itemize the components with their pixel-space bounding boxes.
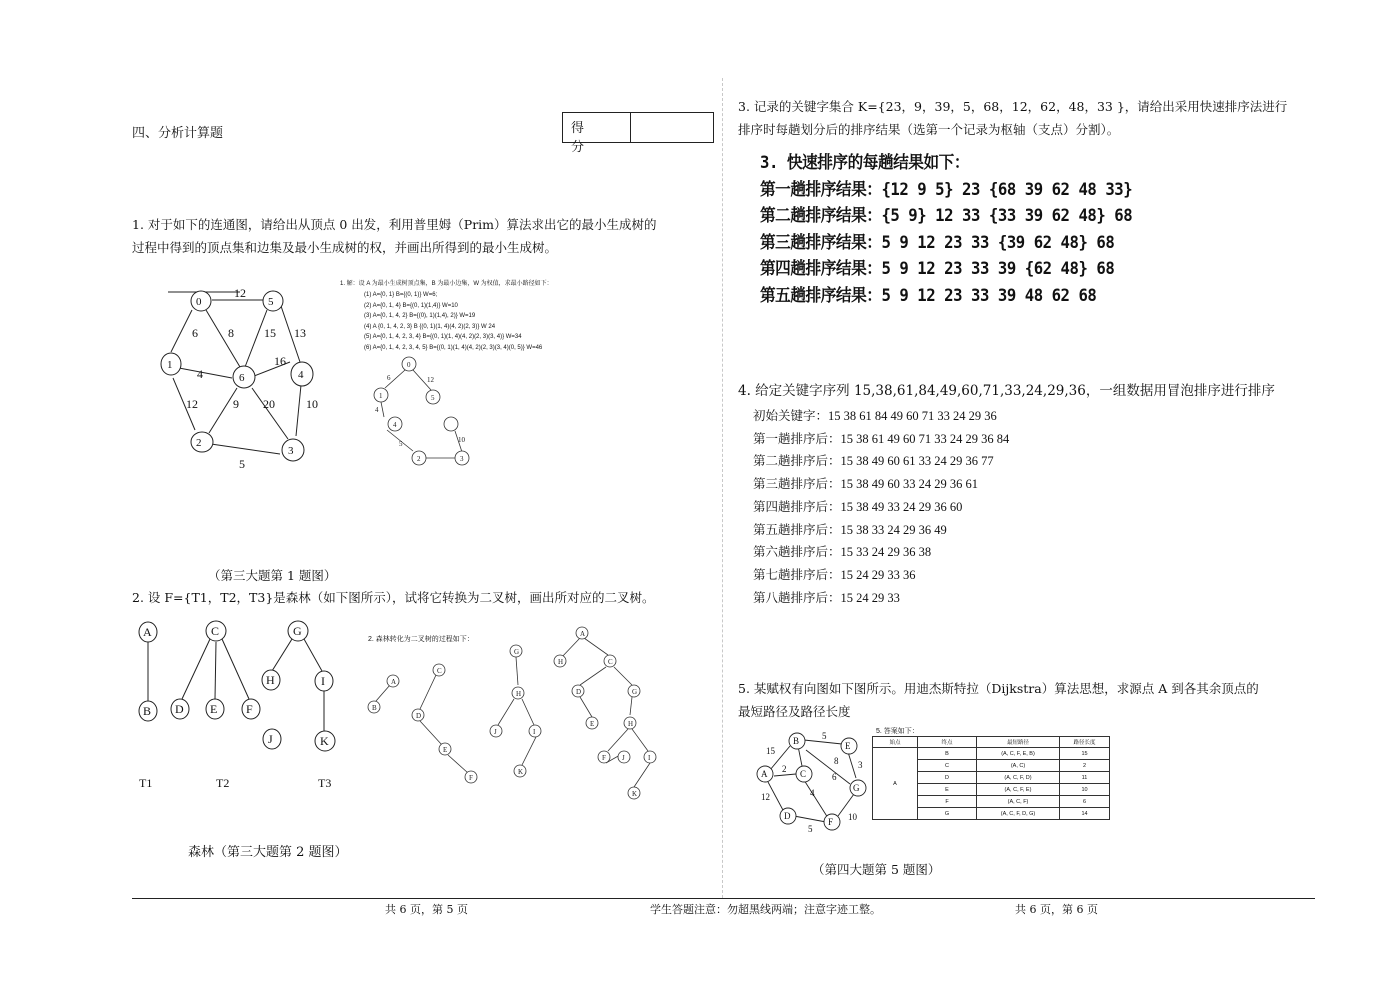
- q2-answer-node: H: [516, 690, 522, 698]
- q5-edge: 5: [822, 731, 827, 741]
- q1-edge: 12: [186, 397, 198, 411]
- q2-answer-node: J: [622, 754, 625, 762]
- q1-node: 2: [196, 437, 202, 449]
- q5-node: C: [800, 769, 807, 779]
- q1-edge: 9: [233, 397, 239, 411]
- q5-edge: 12: [761, 792, 770, 802]
- q2-answer-node: D: [416, 712, 422, 720]
- q2-forest-node: C: [211, 624, 220, 638]
- q1-node: 5: [268, 296, 274, 308]
- q3-answer-line: 第二趟排序结果：{5 9} 12 33 {33 39 62 48} 68: [760, 206, 1133, 226]
- q1-graph: [140, 270, 340, 475]
- q5-node: F: [828, 817, 834, 827]
- q5-node: E: [845, 741, 851, 751]
- q1-edge: 13: [294, 326, 306, 340]
- q2-forest-node: A: [143, 625, 152, 639]
- q2-answer-node: H: [558, 658, 564, 666]
- q4-line: 第二趟排序后：15 38 49 60 61 33 24 29 36 77: [753, 454, 994, 469]
- q2-answer-node: A: [580, 630, 586, 638]
- table-cell: F: [918, 796, 977, 808]
- q2-answer-node: I: [648, 754, 651, 762]
- q2-answer-node: G: [632, 688, 638, 696]
- q3-answer: [760, 150, 1165, 309]
- q2-answer-node: A: [391, 678, 397, 686]
- q1-tree-edge: 6: [387, 374, 391, 382]
- section-title: 四、分析计算题: [132, 126, 224, 141]
- table-cell: (A, C, F): [977, 796, 1060, 808]
- q2-answer-node: D: [576, 688, 582, 696]
- q1-tree-node: 4: [393, 421, 397, 429]
- q3-text: [738, 95, 1287, 141]
- q1-edge: 12: [234, 286, 246, 300]
- q2-tree-label: T1: [139, 776, 153, 790]
- table-cell: 6: [1060, 796, 1110, 808]
- score-field[interactable]: [631, 113, 713, 142]
- q1-edge: 5: [239, 457, 245, 471]
- table-cell: D: [918, 772, 977, 784]
- q1-node: 0: [196, 296, 202, 308]
- q1-edge: 15: [264, 326, 276, 340]
- score-box: [562, 112, 714, 155]
- q1-tree-node: 5: [431, 394, 435, 402]
- table-source: A: [873, 748, 918, 820]
- q1-tree-edge: 5: [399, 440, 403, 448]
- q2-text: 2. 设 F={T1，T2，T3}是森林（如下图所示），试将它转换为二叉树，画出所对应的二叉树。: [132, 590, 655, 605]
- q2-forest-node: B: [143, 704, 152, 718]
- q5-line1: 5. 某赋权有向图如下图所示。用迪杰斯特拉（Dijkstra）算法思想，求源点 A 到各其余顶点的: [738, 681, 1259, 696]
- q1-answer-step: (2) A={0, 1, 4} B={(0, 1)(1,4)} W=10: [364, 302, 458, 309]
- q3-answer-line: 第一趟排序结果：{12 9 5} 23 {68 39 62 48 33}: [760, 179, 1133, 200]
- q1-tree-node: 0: [407, 361, 411, 369]
- q1-edge: 8: [228, 326, 234, 340]
- q5-edge: 2: [782, 764, 787, 774]
- q1-tree-edge: 12: [427, 376, 434, 384]
- q5-digraph: [752, 728, 874, 836]
- q2-forest-node: I: [321, 674, 325, 688]
- q1-answer-step: (4) A {0, 1, 4, 2, 3} B {(0, 1)(1, 4)(4, 2)(2, 3)} W 24: [364, 323, 496, 330]
- q2-answer-title: 2. 森林转化为二叉树的过程如下：: [368, 636, 474, 643]
- q2-answer-node: J: [494, 728, 497, 736]
- q5-edge: 6: [832, 772, 837, 782]
- q2-answer-node: I: [533, 728, 536, 736]
- table-cell: 14: [1060, 808, 1110, 820]
- page-divider: [722, 78, 723, 898]
- q2-forest-node: E: [210, 702, 218, 716]
- q2-answer-node: E: [443, 746, 448, 754]
- q1-edge: 20: [263, 397, 275, 411]
- q3-answer-line: 第四趟排序结果：5 9 12 23 33 39 {62 48} 68: [760, 259, 1115, 279]
- q1-answer-title: 1. 解：设 A 为最小生成树顶点集，B 为最小边集，W 为权值，求最小路径如下：: [340, 281, 553, 287]
- table-header: 路径长度: [1060, 737, 1110, 748]
- q2-caption: 森林（第三大题第 2 题图）: [188, 845, 348, 860]
- q4-line: 初始关键字：15 38 61 84 49 60 71 33 24 29 36: [753, 409, 997, 423]
- q1-tree-edge: 4: [375, 406, 379, 414]
- q2-answer-node: B: [372, 704, 377, 712]
- q2-forest-node: H: [266, 673, 275, 687]
- q2-tree-label: T2: [216, 776, 230, 790]
- table-cell: 2: [1060, 760, 1110, 772]
- q4-text: 4. 给定关键字序列 15,38,61,84,49,60,71,33,24,29,36，一组数据用冒泡排序进行排序: [738, 383, 1275, 399]
- q4-line: 第一趟排序后：15 38 61 49 60 71 33 24 29 36 84: [753, 431, 1010, 446]
- q2-forest-node: K: [320, 734, 329, 748]
- q3-answer-title: 3. 快速排序的每趟结果如下：: [760, 153, 970, 173]
- q1-edge: 6: [192, 326, 198, 340]
- q1-tree-node: 3: [460, 455, 464, 463]
- q2-answer-node: H: [628, 720, 634, 728]
- q2-forest-node: G: [293, 624, 302, 638]
- q3-line2: 排序时每趟划分后的排序结果（选第一个记录为枢轴（支点）分割）。: [738, 122, 1120, 137]
- q5-edge: 4: [810, 788, 815, 798]
- q3-answer-line: 第三趟排序结果：5 9 12 23 33 {39 62 48} 68: [760, 232, 1115, 253]
- q1-node: 1: [167, 359, 173, 371]
- q5-edge: 15: [766, 746, 775, 756]
- q4-line: 第五趟排序后：15 38 33 24 29 36 49: [753, 522, 947, 537]
- q1-answer-step: (5) A={0, 1, 4, 2, 3, 4} B={(0, 1)(1, 4)(4, 2)(2, 3)(3, 4)} W=34: [364, 334, 522, 340]
- q2-forest-node: D: [175, 702, 184, 716]
- q5-edge: 8: [834, 756, 839, 766]
- table-row: [873, 737, 1110, 748]
- table-cell: E: [918, 784, 977, 796]
- q5-caption: （第四大题第 5 题图）: [812, 862, 941, 877]
- table-row: [873, 748, 1110, 760]
- q1-answer-step: (6) A={0, 1, 4, 2, 3, 4, 5} B={(0, 1)(1, 4)(4, 2)(2, 3)(3, 4)(0, 5)} W=46: [364, 344, 543, 351]
- q1-answer-step: (3) A={0, 1, 4, 2} B={(0), 1)(1,4), 2)} W=19: [364, 313, 476, 319]
- table-header: 最短路径: [977, 737, 1060, 748]
- q5-answer-table: [872, 736, 1110, 820]
- table-cell: (A, C): [977, 760, 1060, 772]
- q2-answer-node: K: [632, 790, 638, 798]
- table-cell: (A, C, F, E): [977, 784, 1060, 796]
- q5-node: B: [793, 736, 800, 746]
- q2-forest-node: F: [246, 702, 253, 716]
- q2-answer-node: E: [590, 720, 595, 728]
- q2-answer-node: F: [469, 774, 473, 782]
- q1-tree-node: 1: [379, 392, 383, 400]
- q4-line: 第六趟排序后：15 33 24 29 36 38: [753, 545, 932, 560]
- footer-right-page: 共 6 页，第 6 页: [1015, 903, 1098, 916]
- q1-line1: 1. 对于如下的连通图，请给出从顶点 0 出发，利用普里姆（Prim）算法求出它的最小生成树的: [132, 217, 657, 232]
- q2-tree-label: T3: [318, 776, 332, 790]
- q1-line2: 过程中得到的顶点集和边集及最小生成树的权，并画出所得到的最小生成树。: [132, 240, 558, 255]
- q2-forest: [136, 615, 356, 795]
- q1-caption: （第三大题第 1 题图）: [208, 568, 337, 583]
- q1-node: 3: [288, 445, 294, 457]
- q4-line: 第三趟排序后：15 38 49 60 33 24 29 36 61: [753, 477, 979, 492]
- q4-answer: [753, 405, 1009, 609]
- q2-answer-node: C: [437, 667, 442, 675]
- q1-text: [132, 213, 657, 259]
- table-header: 终点: [918, 737, 977, 748]
- q5-table-title: 5. 答案如下：: [876, 728, 919, 735]
- q5-node: D: [784, 811, 791, 821]
- q2-answer-node: F: [602, 754, 606, 762]
- q1-answer: [340, 278, 710, 353]
- q1-tree-node: 2: [417, 455, 421, 463]
- q5-edge: 10: [848, 812, 857, 822]
- table-cell: (A, C, F, D, G): [977, 808, 1060, 820]
- q5-node: G: [853, 783, 860, 793]
- q3-answer-line: 第五趟排序结果：5 9 12 23 33 39 48 62 68: [760, 285, 1097, 306]
- table-cell: 11: [1060, 772, 1110, 784]
- q1-node: 4: [298, 369, 304, 381]
- table-cell: 15: [1060, 748, 1110, 760]
- q1-mst-tree: [365, 352, 480, 470]
- q2-forest-node: J: [268, 732, 273, 746]
- q1-tree-edge: 10: [458, 436, 465, 444]
- q2-answer-node: G: [514, 648, 520, 656]
- footer-notice: 学生答题注意：勿超黑线两端；注意字迹工整。: [650, 903, 881, 916]
- table-cell: B: [918, 748, 977, 760]
- q5-line2: 最短路径及路径长度: [738, 704, 851, 719]
- table-cell: G: [918, 808, 977, 820]
- q1-edge: 4: [197, 367, 203, 381]
- q2-answer-node: C: [608, 658, 613, 666]
- table-cell: 10: [1060, 784, 1110, 796]
- q5-text: [738, 677, 1259, 723]
- q1-edge: 10: [306, 397, 318, 411]
- table-cell: (A, C, F, D): [977, 772, 1060, 784]
- q3-line1: 3. 记录的关键字集合 K={23，9，39，5，68，12，62，48，33 }，请给出采用快速排序法进行: [738, 99, 1288, 114]
- q4-line: 第八趟排序后：15 24 29 33: [753, 590, 900, 605]
- q2-binary-tree: [362, 625, 662, 803]
- q2-answer-node: K: [518, 768, 524, 776]
- table-header: 始点: [873, 737, 918, 748]
- q1-node: 6: [239, 372, 245, 384]
- table-cell: (A, C, F, E, B): [977, 748, 1060, 760]
- q1-answer-step: (1) A={0, 1} B={(0, 1)} W=6;: [364, 292, 438, 298]
- q5-edge: 5: [808, 824, 813, 834]
- score-label: 得 分: [563, 113, 631, 142]
- footer-left-page: 共 6 页，第 5 页: [385, 903, 468, 916]
- q5-edge: 3: [858, 760, 863, 770]
- q1-edge: 16: [274, 354, 286, 368]
- q4-line: 第七趟排序后：15 24 29 33 36: [753, 567, 916, 582]
- q5-node: A: [761, 769, 768, 779]
- q4-line: 第四趟排序后：15 38 49 33 24 29 36 60: [753, 499, 963, 514]
- table-cell: C: [918, 760, 977, 772]
